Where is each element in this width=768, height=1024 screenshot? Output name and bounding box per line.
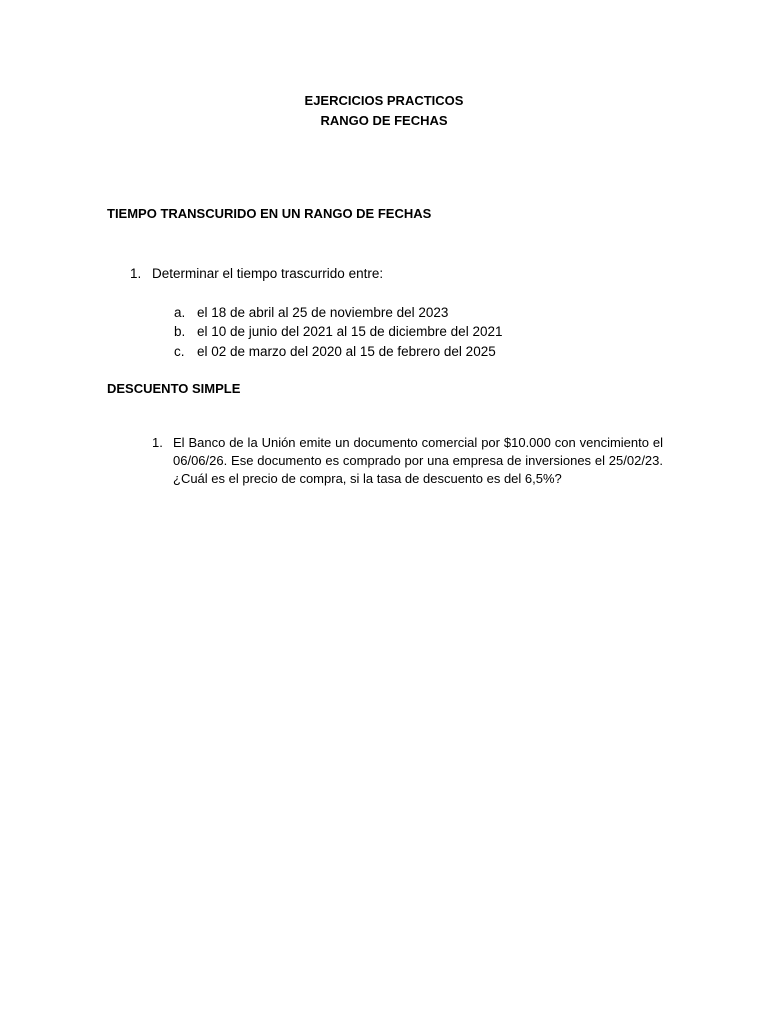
sub-item-text: el 02 de marzo del 2020 al 15 de febrero del 2025 — [197, 344, 496, 359]
title-line-2: RANGO DE FECHAS — [320, 113, 448, 128]
sub-item-letter: a. — [174, 305, 186, 320]
item-number: 1. — [152, 435, 163, 450]
sub-item-letter: b. — [174, 324, 186, 339]
sub-item-letter: c. — [174, 344, 185, 359]
document-title — [0, 91, 768, 131]
item-paragraph — [173, 434, 663, 488]
sub-item-text: el 10 de junio del 2021 al 15 de diciembre del 2021 — [197, 324, 503, 339]
item-text: Determinar el tiempo trascurrido entre: — [152, 266, 384, 281]
sub-item-text: el 18 de abril al 25 de noviembre del 2023 — [197, 305, 449, 320]
title-line-1: EJERCICIOS PRACTICOS — [304, 93, 464, 108]
paragraph-line: El Banco de la Unión emite un documento comercial por $10.000 con vencimiento el — [173, 435, 663, 450]
paragraph-line: ¿Cuál es el precio de compra, si la tasa de descuento es del 6,5%? — [173, 471, 562, 486]
section-heading-descuento: DESCUENTO SIMPLE — [107, 381, 241, 396]
paragraph-line: 06/06/26. Ese documento es comprado por una empresa de inversiones el 25/02/23. — [173, 453, 663, 468]
section-heading-tiempo: TIEMPO TRANSCURIDO EN UN RANGO DE FECHAS — [107, 206, 432, 221]
item-number: 1. — [130, 266, 142, 281]
